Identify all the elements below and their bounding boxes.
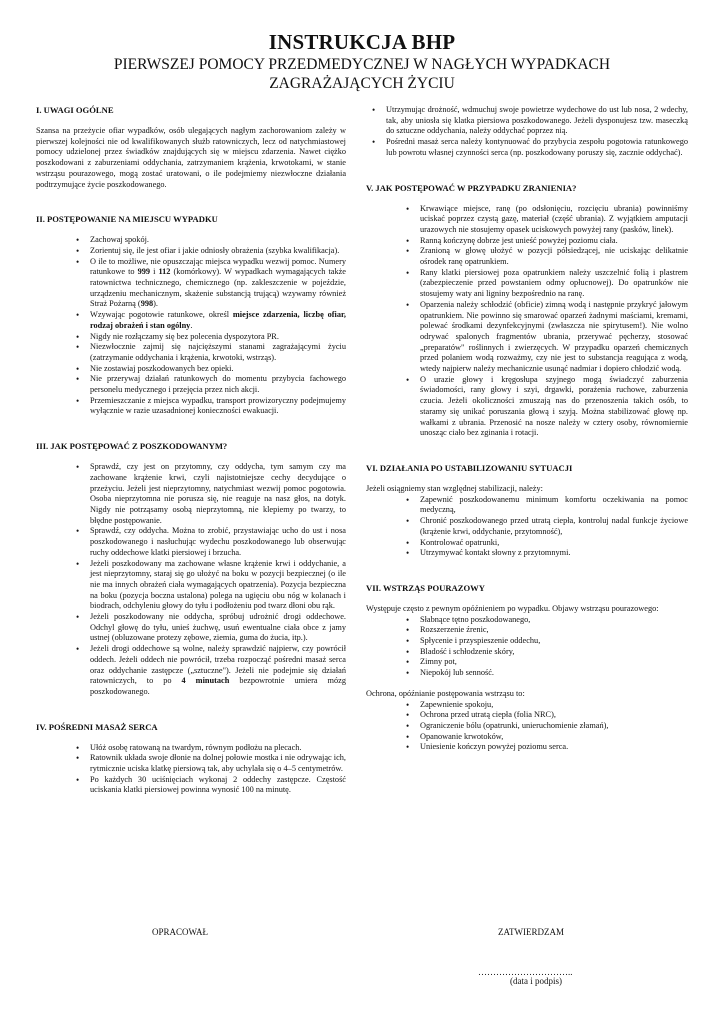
- list-item: • Ranną kończynę dobrze jest unieść powyżej poziomu ciała.: [420, 236, 688, 247]
- list-item: • Zapewnienie spokoju,: [420, 700, 688, 711]
- bullet-list: [36, 235, 346, 417]
- list-item: • Spłycenie i przyspieszenie oddechu,: [420, 636, 688, 647]
- list-item-text: ).: [153, 299, 158, 309]
- list-item-text: i: [150, 267, 159, 277]
- list-item: • Rany klatki piersiowej poza opatrunkiem należy uszczelnić folią i plastrem (zabezpieczenie przed powstaniem odmy opłucnowej). Do opatrunków nie stosujemy waty ani ligniny bezpośrednio na ranę.: [420, 268, 688, 300]
- list-item: • Jeżeli poszkodowany nie oddycha, spróbuj udrożnić drogi oddechowe. Odchyl głowę do tyłu, unieś żuchwę, usuń ewentualne ciała obce z jamy ustnej (obluzowane protezy zębowe, ziemia, guma do żucia, itp.).: [90, 612, 346, 644]
- list-item: • Sprawdź, czy jest on przytomny, czy oddycha, tym samym czy ma zachowane krążenie krwi, czyli najistotniejsze cechy decydujące o przeżyciu. Jeżeli jest nieprzytomny, natychmiast wezwij pomoc pogotowia. Osoba nieprzytomna nie porusza się, nie reaguje na nasz głos, na dotyk. Nigdy nie potrząsamy osobą nieprzytomną, nie klepiemy po twarzy, to błędne postępowanie.: [90, 462, 346, 526]
- list-item: • Zapewnić poszkodowanemu minimum komfortu oczekiwania na pomoc medyczną,: [420, 495, 688, 516]
- list-item: • Ochrona przed utratą ciepła (folia NRC),: [420, 710, 688, 721]
- section-heading: II. POSTĘPOWANIE NA MIEJSCU WYPADKU: [36, 214, 218, 225]
- list-item: • Uniesienie kończyn powyżej poziomu serca.: [420, 742, 688, 753]
- document-title: INSTRUKCJA BHP: [268, 30, 456, 54]
- list-item: • Utrzymywać kontakt słowny z przytomnymi.: [420, 548, 688, 559]
- section-heading: III. JAK POSTĘPOWAĆ Z POSZKODOWANYM?: [36, 441, 228, 452]
- list-item: • Ułóż osobę ratowaną na twardym, równym podłożu na plecach.: [90, 743, 346, 754]
- bullet-list: [36, 462, 346, 697]
- list-item: • Rozszerzenie źrenic,: [420, 625, 688, 636]
- bullet-list: [366, 495, 688, 559]
- list-item: • Oparzenia należy schłodzić (obficie) zimną wodą i następnie przykryć jałowym opatrunkiem. Nie powinno się smarować oparzeń żadnymi maściami, kremami, polewać środkami dezynfekcyjnymi (zwłaszcza nie spirytusem!). Nie wolno odrywać spalonych fragmentów ubrania, przerywać pęcherzy, stosować „preparatów" roślinnych i zwierzęcych. W przypadku oparzeń chemicznych przed polaniem wodą rozważmy, czy nie jest to substancja reagująca z wodą, wtedy najpierw należy mechanicznie usunąć nadmiar i dopiero chłodzić wodą.: [420, 300, 688, 375]
- section-cpr-continued: [366, 105, 688, 159]
- list-item: • Zimny pot,: [420, 657, 688, 668]
- list-item: • Jeżeli poszkodowany ma zachowane własne krążenie krwi i oddychanie, a jest nieprzytomny, staraj się go ułożyć na boku w pozycji bezpiecznej (o ile nie ma innych obrażeń ciała wymagających opatrzenia). Pozycja bezpieczna na boku (pozycja boczna ustalona) polega na ugięciu obu nóg w kolanach i biodrach, odchyleniu głowy do tyłu i podłożeniu pod twarz dłoni obu rąk.: [90, 559, 346, 613]
- section-on-site-procedure: [36, 214, 346, 417]
- section-cpr: [36, 722, 346, 797]
- document-header: [0, 30, 724, 93]
- list-item: • Opanowanie krwotoków,: [420, 732, 688, 743]
- list-item: • Zorientuj się, ile jest ofiar i jakie odniosły obrażenia (szybka kwalifikacja).: [90, 246, 346, 257]
- list-item: [90, 257, 346, 311]
- list-item: • Po każdych 30 uciśnięciach wykonaj 2 oddechy zastępcze. Częstość uciskania klatki piersiowej powinna wynosić 100 na minutę.: [90, 775, 346, 796]
- section-stabilization: [366, 463, 688, 559]
- section-heading: IV. POŚREDNI MASAŻ SERCA: [36, 721, 158, 732]
- signature-line: …………………………..: [478, 967, 573, 977]
- document-subtitle-line-1: PIERWSZEJ POMOCY PRZEDMEDYCZNEJ W NAGŁYCH WYPADKACH: [113, 56, 611, 73]
- section-heading: VI. DZIAŁANIA PO USTABILIZOWANIU SYTUACJI: [366, 462, 573, 473]
- emergency-number-999: 999: [137, 267, 151, 277]
- list-item-text: O ile to możliwe, nie opuszczając miejsca wypadku wezwij pomoc. Numery ratunkowe to: [90, 256, 346, 277]
- list-item: • Zranioną w głowę ułożyć w pozycji półsiedzącej, nie uciskając delikatnie ośrodek ranę opatrunkiem.: [420, 246, 688, 267]
- signature-caption: (data i podpis): [510, 976, 562, 986]
- list-item: • Pośredni masaż serca należy kontynuować do przybycia zespołu pogotowia ratunkowego lub powrotu własnej czynności serca (np. poszkodowany poruszy się, zacznie oddychać).: [386, 137, 688, 158]
- section-paragraph: Szansa na przeżycie ofiar wypadków, osób ulegających nagłym zachorowaniom zależy w pierwszej kolejności nie od kwalifikowanych służb ratowniczych, lecz od natychmiastowej pomocy udzielonej przez świadków znajdujących się w miejscu zdarzenia. Nawet ciężko poszkodowani z zaburzeniami oddychania, zatrzymaniem krążenia, krwotokami, w stanie wstrząsu pourazowego, mogą zostać uratowani, o ile podejmiemy niezwłoczne działania podtrzymujące życie poszkodowanego.: [36, 126, 346, 189]
- section-heading: I. UWAGI OGÓLNE: [36, 105, 114, 115]
- section-shock: [366, 583, 688, 753]
- approved-label: ZATWIERDZAM: [498, 927, 564, 937]
- list-item: • Krwawiące miejsce, ranę (po odsłonięciu, rozcięciu ubrania) powinniśmy uciskać poprzez czystą gazę, materiał (część ubrania). Z wyjątkiem amputacji urazowych nie stosujemy opasek uciskowych powyżej rany (pasków, linek).: [420, 204, 688, 236]
- list-item-text: (komórkowy). W wypadkach wymagających także ratownictwa technicznego, chemicznego (np. zakleszczenie w pojeździe, urządzeniu mechanicznym, skażenie substancją trującą) wzywamy również Straż Pożarną (: [90, 267, 346, 309]
- bold-phrase: miejsce zdarzenia, liczbę ofiar, rodzaj obrażeń i stan ogólny: [90, 310, 346, 330]
- bold-phrase: 4 minutach: [181, 676, 230, 686]
- section-victim-procedure: [36, 441, 346, 697]
- section-wounds: [366, 183, 688, 439]
- section-intro: Jeżeli osiągniemy stan względnej stabilizacji, należy:: [366, 483, 543, 493]
- list-item: • Przemieszczanie z miejsca wypadku, transport prowizoryczny podejmujemy wyłącznie w razie uzasadnionej konieczności ewakuacji.: [90, 396, 346, 417]
- list-item: • Zachowaj spokój.: [90, 235, 346, 246]
- left-column: [36, 105, 346, 810]
- list-item: • Słabnące tętno poszkodowanego,: [420, 615, 688, 626]
- list-item-text: .: [190, 320, 193, 330]
- list-item-text: bezpowrotnie umiera mózg poszkodowanego.: [90, 676, 346, 696]
- list-item: [90, 310, 346, 331]
- list-item: • Ograniczenie bólu (opatrunki, unieruchomienie złamań),: [420, 721, 688, 732]
- bullet-list: [366, 105, 688, 159]
- emergency-number-998: 998: [140, 299, 154, 309]
- bullet-list-protection: [366, 700, 688, 754]
- list-item: [90, 644, 346, 698]
- list-item: • Nigdy nie rozłączamy się bez polecenia dyspozytora PR.: [90, 332, 346, 343]
- list-item: • Utrzymując drożność, wdmuchuj swoje powietrze wydechowe do ust lub nosa, 2 wdechy, tak, aby uniosła się klatka piersiowa poszkodowanego. Jeżeli dysponujesz tzw. maseczką do sztuczne oddychania, należy oddychać poprzez nią.: [386, 105, 688, 137]
- section-heading: V. JAK POSTĘPOWAĆ W PRZYPADKU ZRANIENIA?: [366, 182, 577, 193]
- list-item: • Kontrolować opatrunki,: [420, 538, 688, 549]
- list-item: • Niepokój lub senność.: [420, 668, 688, 679]
- list-item: • Sprawdź, czy oddycha. Można to zrobić, przystawiając ucho do ust i nosa poszkodowanego i nasłuchując wydechu poszkodowanego lub obserwując ruchy oddechowe klatki piersiowej i brzucha.: [90, 526, 346, 558]
- bullet-list: [36, 743, 346, 797]
- bullet-list: [366, 204, 688, 439]
- section-heading: VII. WSTRZĄS POURAZOWY: [366, 582, 485, 593]
- emergency-number-112: 112: [158, 267, 171, 277]
- list-item: • Niezwłocznie zajmij się najcięższymi stanami zagrażającymi życiu (zatrzymanie oddychania i krążenia, krwotoki, wstrząs).: [90, 342, 346, 363]
- list-item-text: Wzywając pogotowie ratunkowe, określ: [90, 310, 233, 320]
- right-column: [366, 105, 688, 767]
- list-item: • Bladość i schłodzenie skóry,: [420, 647, 688, 658]
- prepared-by-label: OPRACOWAŁ: [152, 927, 209, 937]
- section-general-remarks: [36, 105, 346, 190]
- document-subtitle-line-2: ZAGRAŻAJĄCYCH ŻYCIU: [269, 75, 455, 92]
- list-item: • Chronić poszkodowanego przed utratą ciepła, kontroluj nadal funkcje życiowe (krążenie krwi, oddychanie, przytomność),: [420, 516, 688, 537]
- section-intro: Ochrona, opóźnianie postępowania wstrząsu to:: [366, 688, 525, 698]
- list-item: • Nie przerywaj działań ratunkowych do momentu przybycia fachowego personelu medycznego i przejęcia przez nich akcji.: [90, 374, 346, 395]
- list-item: • O urazie głowy i kręgosłupa szyjnego mogą świadczyć zaburzenia świadomości, rany głowy i szyi, drgawki, porażenia ruchowe, zaburzenia czucia. Jeżeli okoliczności zmuszają nas do przenoszenia takich osób, to staramy się unikać poruszania głową i szyją. Można stabilizować głowę np. wałkami z ubrania. Przenosić na nosze należy w czterу osoby, równomiernie unosząc ciało bez zginania i rotacji.: [420, 375, 688, 439]
- list-item: • Ratownik układa swoje dłonie na dolnej połowie mostka i nie odrywając ich, rytmicznie uciska klatkę piersiową tak, aby uchylała się o 4–5 centymetrów.: [90, 753, 346, 774]
- list-item: • Nie zostawiaj poszkodowanych bez opieki.: [90, 364, 346, 375]
- section-intro: Występuje często z pewnym opóźnieniem po wypadku. Objawy wstrząsu pourazowego:: [366, 603, 659, 613]
- bullet-list-symptoms: [366, 615, 688, 679]
- list-item-text: Jeżeli drogi oddechowe są wolne, należy sprawdzić najpierw, czy powrócił oddech. Jeżeli oddech nie powrócił, trzeba rozpocząć pośredni masaż serca oraz oddychanie zastępcze („sztuczne"). Jeżeli nie podejmie się działań ratowniczych, to po: [90, 644, 346, 686]
